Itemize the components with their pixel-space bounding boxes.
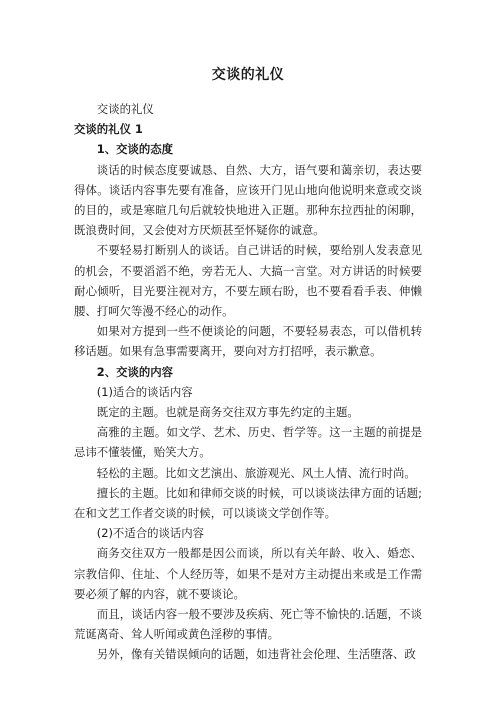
paragraph: 另外，像有关错误倾向的话题，如违背社会伦理、生活堕落、政 xyxy=(96,647,416,662)
paragraph: 既定的主题。也就是商务交往双方事先约定的主题。 xyxy=(96,405,359,420)
paragraph: 轻松的主题。比如文艺演出、旅游观光、风土人情、流行时尚。 xyxy=(96,465,416,480)
paragraph: 谈话的时候态度要诚恳、自然、大方，语气要和蔼亲切，表达要得体。谈话内容事先要有准备，应该开门见山地向他说明来意或交谈的目的，或是寒暄几句后就较快地进入正题。那种东拉西扯的闲聊，既浪费时间，又会使对方厌烦甚至怀疑你的诚意。 xyxy=(74,162,422,238)
document-title: 交谈的礼仪 xyxy=(211,67,285,83)
paragraph: (2)不适合的谈话内容 xyxy=(96,526,205,541)
paragraph: 商务交往双方一般都是因公而谈，所以有关年龄、收入、婚恋、宗教信仰、住址、个人经历等，如果不是对方主动提出来或是工作需要必须了解的内容，就不要谈论。 xyxy=(74,546,422,601)
subsection-heading: 1、交谈的态度 xyxy=(96,142,174,157)
paragraph: (1)适合的谈话内容 xyxy=(96,384,193,399)
paragraph: 高雅的主题。如文学、艺术、历史、哲学等。这一主题的前提是忌讳不懂装懂，贻笑大方。 xyxy=(74,425,422,460)
paragraph: 不要轻易打断别人的谈话。自己讲话的时候，要给别人发表意见的机会，不要滔滔不绝，旁若无人、大搞一言堂。对方讲话的时候要耐心倾听，目光要注视对方，不要左顾右盼，也不要看看手表、伸懒腰、打呵欠等漫不经心的动作。 xyxy=(74,243,422,319)
paragraph: 擅长的主题。比如和律师交谈的时候，可以谈谈法律方面的话题;在和文艺工作者交谈的时候，可以谈谈文学创作等。 xyxy=(74,485,422,521)
subsection-heading: 2、交谈的内容 xyxy=(96,364,174,379)
document-subtitle: 交谈的礼仪 xyxy=(96,102,154,116)
body-text xyxy=(74,139,422,664)
section-heading: 交谈的礼仪 1 xyxy=(74,122,143,137)
paragraph: 如果对方提到一些不便谈论的问题，不要轻易表态，可以借机转移话题。如果有急事需要离开，要向对方打招呼，表示歉意。 xyxy=(74,324,422,359)
paragraph: 而且，谈话内容一般不要涉及疾病、死亡等不愉快的.话题，不谈荒诞离奇、耸人听闻或黄色淫秽的事情。 xyxy=(74,607,422,642)
